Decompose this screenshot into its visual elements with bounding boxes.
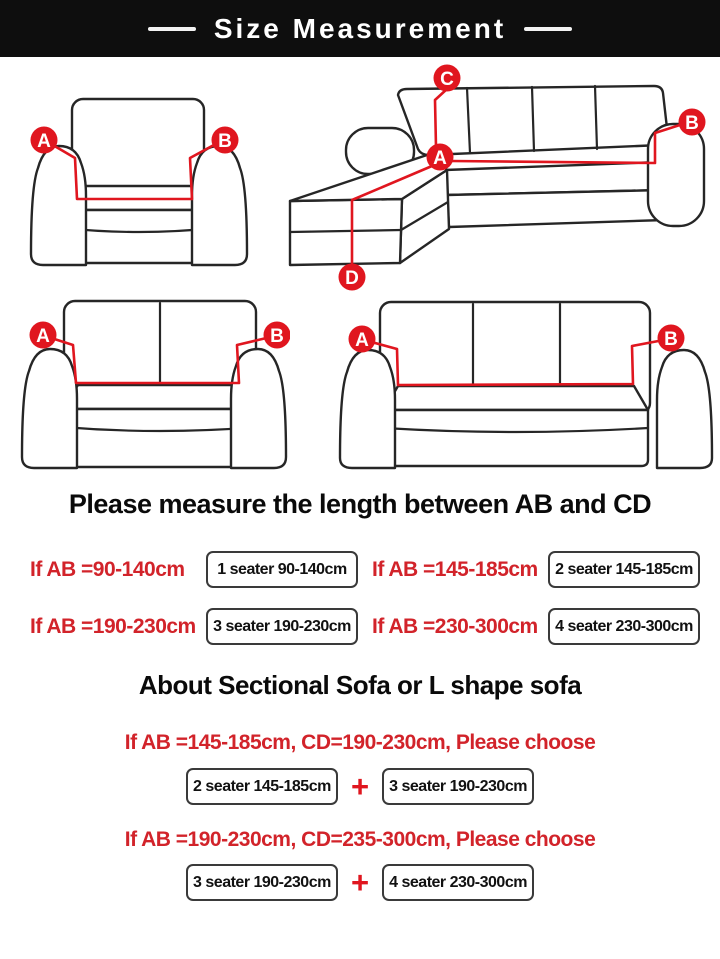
marker-a-label: A [355, 330, 369, 351]
marker-b-label: B [664, 329, 678, 350]
rule-condition: If AB =90-140cm [30, 557, 185, 581]
sectional-right-arm [648, 124, 704, 226]
three-seater-base [384, 410, 648, 466]
rule-choice-box: 1 seater 90-140cm [206, 551, 358, 588]
armchair-left-arm [31, 146, 86, 265]
marker-c-label: C [440, 69, 454, 90]
rule-condition: If AB =145-185cm [372, 557, 538, 581]
size-rule-2-seater [372, 551, 700, 588]
loveseat-base [62, 409, 258, 467]
page-title: Size Measurement [213, 12, 507, 44]
loveseat-diagram [18, 295, 290, 471]
sectional-base-front [447, 190, 665, 227]
three-seater-left-arm [340, 350, 395, 468]
size-rule-3-seater [30, 608, 358, 645]
rule-condition: If AB =190-230cm [30, 614, 196, 638]
loveseat-seat [62, 385, 258, 409]
armchair-diagram [28, 92, 250, 274]
size-rule-1-seater [30, 551, 358, 588]
three-seater-right-arm [657, 350, 712, 468]
marker-a-label: A [37, 131, 51, 152]
three-seater-seat [384, 386, 648, 410]
sectional-sofa-diagram [286, 62, 714, 294]
sectional-choice-box: 4 seater 230-300cm [382, 864, 534, 901]
rule-condition: If AB =230-300cm [372, 614, 538, 638]
sectional-choice-box: 3 seater 190-230cm [186, 864, 338, 901]
sectional-rule-condition: If AB =145-185cm, CD=190-230cm, Please choose [124, 731, 596, 754]
loveseat-left-arm [22, 349, 77, 468]
armchair-right-arm [192, 146, 247, 265]
sectional-choice-box: 3 seater 190-230cm [382, 768, 534, 805]
marker-b-label: B [685, 113, 699, 134]
left-dash-decoration [148, 27, 196, 31]
sectional-section-heading: About Sectional Sofa or L shape sofa [138, 670, 582, 700]
size-rules-grid [30, 551, 700, 645]
rule-choice-box: 4 seater 230-300cm [548, 608, 700, 645]
sectional-rule-condition: If AB =190-230cm, CD=235-300cm, Please choose [124, 828, 596, 851]
marker-a-label: A [433, 148, 447, 169]
three-seater-diagram [336, 294, 716, 472]
marker-b-label: B [218, 131, 232, 152]
marker-d-label: D [345, 268, 359, 289]
rule-choice-box: 3 seater 190-230cm [206, 608, 358, 645]
plus-icon: + [350, 865, 370, 900]
rule-choice-box: 2 seater 145-185cm [548, 551, 700, 588]
right-dash-decoration [524, 27, 572, 31]
sectional-rule-choices [0, 768, 720, 805]
sectional-rule-choices [0, 864, 720, 901]
marker-a-label: A [36, 326, 50, 347]
marker-b-label: B [270, 326, 284, 347]
sectional-choice-box: 2 seater 145-185cm [186, 768, 338, 805]
size-rule-4-seater [372, 608, 700, 645]
size-measurement-banner [0, 0, 720, 57]
plus-icon: + [350, 769, 370, 804]
measure-instruction-heading: Please measure the length between AB and CD [68, 489, 652, 519]
